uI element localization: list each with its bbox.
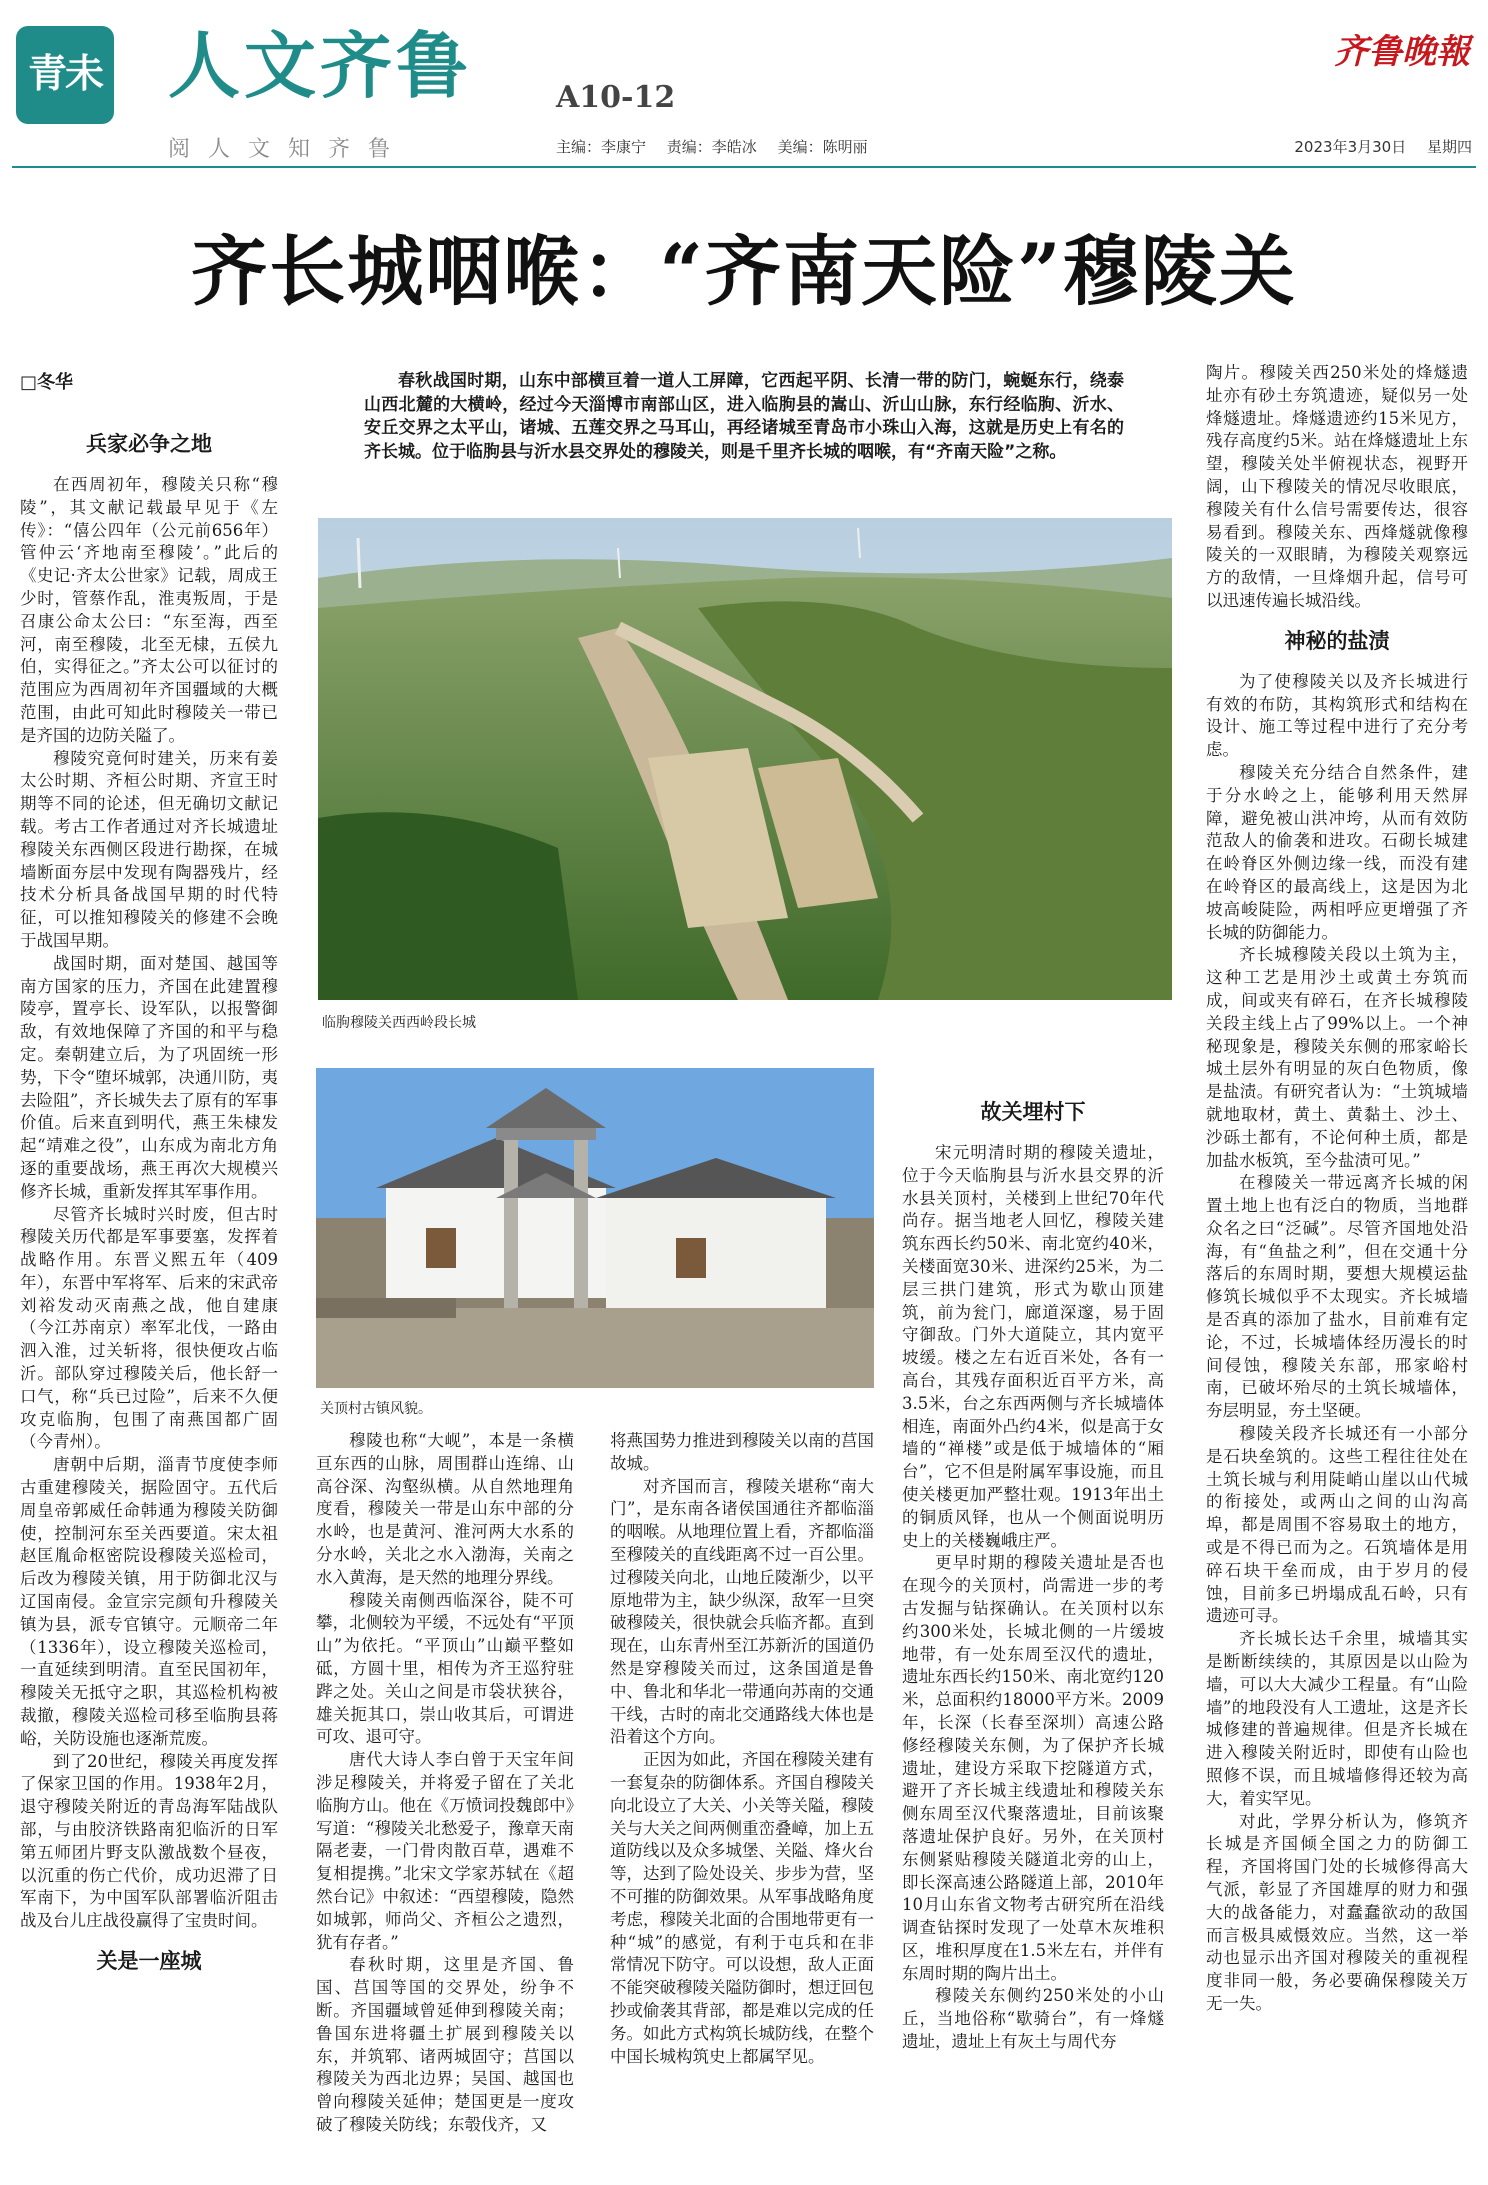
great-wall-photo [318,518,1172,1000]
paragraph: 更早时期的穆陵关遗址是否也在现今的关顶村，尚需进一步的考古发掘与钻探确认。在关顶村以东约300米处，长城北侧的一片缓坡地带，有一处东周至汉代的遗址，遗址东西长约150米、南北宽约120米，总面积约18000平方米。2009年，长深（长春至深圳）高速公路修经穆陵关东侧，为了保护齐长城遗址，建设方采取下挖隧道方式，避开了齐长城主线遗址和穆陵关东侧东周至汉代聚落遗址，目前该聚落遗址保护良好。另外，在关顶村东侧紧贴穆陵关隧道北旁的山上，即长深高速公路隧道上部，2010年10月山东省文物考古研究所在沿线调查钻探时发现了一处草木灰堆积区，堆积厚度在1.5米左右，并伴有东周时期的陶片出土。 [902,1553,1164,1983]
subheading-salt: 神秘的盐渍 [1284,628,1390,653]
staff-designer: 美编：陈明丽 [777,138,868,156]
great-wall-photo-art [318,518,1172,1000]
paragraph: 唐朝中后期，淄青节度使李师古重建穆陵关，据险固守。五代后周皇帝郭威任命韩通为穆陵关防御使，控制河东至关西要道。宋太祖赵匡胤命枢密院设穆陵关巡检司，后改为穆陵关镇，用于防御北汉与辽国南侵。金宣宗完颜旬升穆陵关镇为县，派专官镇守。元顺帝二年（1336年），设立穆陵关巡检司，一直延续到明清。直至民国初年，穆陵关无抵守之职，其巡检机构被裁撤，穆陵关巡检司移至临朐县蒋峪，关防设施也逐渐荒废。 [20,1455,278,1748]
paragraph: 尽管齐长城时兴时废，但古时穆陵关历代都是军事要塞，发挥着战略作用。东晋义熙五年（409年），东晋中军将军、后来的宋武帝刘裕发动灭南燕之战，他自建康（今江苏南京）率军北伐，一路由泗入淮，过关斩将，很快便攻占临沂。部队穿过穆陵关后，他长舒一口气，称“兵已过险”，后来不久便攻克临朐，包围了南燕国都广固（今青州）。 [20,1204,278,1452]
paragraph: 穆陵也称“大岘”，本是一条横亘东西的山脉，周围群山连绵、山高谷深、沟壑纵横。从自然地理角度看，穆陵关一带是山东中部的分水岭，也是黄河、淮河两大水系的分水岭，关北之水入渤海，关南之水入黄海，是天然的地理分界线。 [316,1431,574,1587]
paragraph: 战国时期，面对楚国、越国等南方国家的压力，齐国在此建置穆陵亭，置亭长、设军队，以报警御敌，有效地保障了齐国的和平与稳定。秦朝建立后，为了巩固统一形势，下令“堕坏城郭，决通川防，夷去险阻”，齐长城失去了原有的军事价值。后来直到明代，燕王朱棣发起“靖难之役”，山东成为南北方角逐的重要战场，燕王再次大规模兴修齐长城，重新发挥其军事作用。 [20,953,278,1201]
mid-photo-caption: 关顶村古镇风貌。 [320,1401,432,1417]
column-3 [610,1430,874,2068]
subheading-village: 故关埋村下 [980,1100,1086,1124]
paragraph: 春秋时期，这里是齐国、鲁国、莒国等国的交界处，纷争不断。齐国疆域曾延伸到穆陵关南；鲁国东进将疆土扩展到穆陵关以东，并筑郓、诸两城固守；莒国以穆陵关为西北边界；吴国、越国也曾向穆陵关延伸；楚国更是一度攻破了穆陵关防线；东彀伐齐，又 [316,1955,574,2134]
paragraph: 到了20世纪，穆陵关再度发挥了保家卫国的作用。1938年2月，退守穆陵关附近的青岛海军陆战队部，与由胶济铁路南犯临沂的日军第五师团片野支队激战数个昼夜，以沉重的伤亡代价，成功迟滞了日军南下，为中国军队部署临沂阻击战及台儿庄战役赢得了宝贵时间。 [20,1751,278,1931]
column-5 [1206,362,1468,2016]
weekday-text: 星期四 [1426,138,1472,156]
paragraph: 穆陵关南侧西临深谷，陡不可攀，北侧较为平缓，不远处有“平顶山”为依托。“平顶山”山巅平整如砥，方圆十里，相传为齐王巡狩驻跸之处。关山之间是市袋状狭谷，雄关扼其口，崇山收其后，可谓进可攻、退可守。 [316,1590,574,1747]
section-tagline: 阅人文知齐鲁 [168,137,409,162]
subheading-military: 兵家必争之地 [86,432,212,456]
page-code: A10-12 [556,80,676,115]
paragraph: 宋元明清时期的穆陵关遗址，位于今天临朐县与沂水县交界的沂水县关顶村，关楼到上世纪70年代尚存。据当地老人回忆，穆陵关建筑东西长约50米、南北宽约40米，关楼面宽30米、进深约25米，为二层三拱门建筑，形式为歇山顶建筑，前为瓮门，廊道深邃，易于固守御敌。门外大道陡立，其内宽平坡缓。楼之左右近百米处，各有一高台，其残存面积近百平方米，高3.5米，台之东西两侧与齐长城墙体相连，南面外凸约4米，似是高于女墙的“禅楼”或是低于城墙体的“厢台”，它不但是附属军事设施，而且使关楼更加严整壮观。1913年出土的铜质风铎，也从一个侧面说明历史上的关楼巍峨庄严。 [902,1143,1164,1550]
section-title: 人文齐鲁 [168,24,473,108]
article-byline: □冬华 [20,372,74,393]
column-1 [20,416,278,1991]
column-2 [316,1430,574,2137]
section-logo: 青未了 [16,26,114,124]
paragraph: 穆陵究竟何时建关，历来有姜太公时期、齐桓公时期、齐宣王时期等不同的论述，但无确切文献记载。考古工作者通过对齐长城遗址穆陵关东西侧区段进行勘探，在城墙断面夯层中发现有陶器残片，经技术分析具备战国早期的时代特征，可以推知穆陵关的修建不会晚于战国早期。 [20,748,278,950]
paragraph: 对此，学界分析认为，修筑齐长城是齐国倾全国之力的防御工程，齐国将国门处的长城修得高大气派，彰显了齐国雄厚的财力和强大的战备能力，对蠢蠢欲动的敌国而言极具威慑效应。当然，这一举动也显示出齐国对穆陵关的重视程度非同一般，务必要确保穆陵关万无一失。 [1206,1811,1468,2013]
issue-date [1278,136,1472,157]
subheading-city: 关是一座城 [96,1949,202,1973]
paragraph: 正因为如此，齐国在穆陵关建有一套复杂的防御体系。齐国自穆陵关向北设立了大关、小关等关隘，穆陵关与大关之间两侧重峦叠嶂，加上五道防线以及众多城堡、关隘、烽火台等，达到了险处设关、步步为营，坚不可摧的防御效果。从军事战略角度考虑，穆陵关北面的合围地带更有一种“城”的感觉，有利于屯兵和在非常情况下防守。可以设想，敌人正面不能突破穆陵关隘防御时，想迂回包抄或偷袭其背部，都是难以完成的任务。如此方式构筑长城防线，在整个中国长城构筑史上都属罕见。 [610,1750,874,2066]
paragraph: 对齐国而言，穆陵关堪称“南大门”，是东南各诸侯国通往齐都临淄的咽喉。从地理位置上看，齐都临淄至穆陵关的直线距离不过一百公里。过穆陵关向北，山地丘陵渐少，以平原地带为主，缺少纵深，敌军一旦突破穆陵关，很快就会兵临齐都。直到现在，山东青州至江苏新沂的国道仍然是穿穆陵关而过，这条国道是鲁中、鲁北和华北一带通向苏南的交通干线，古时的南北交通路线大体也是沿着这个方向。 [610,1476,874,1747]
paragraph: 穆陵关段齐长城还有一小部分是石块垒筑的。这些工程往往处在土筑长城与利用陡峭山崖以山代城的衔接处，或两山之间的山沟高埠，都是周围不容易取土的地方，或是不得已而为之。石筑墙体是用碎石块干垒而成，由于岁月的侵蚀，目前多已坍塌成乱石岭，只有遗迹可寻。 [1206,1424,1468,1626]
paragraph: 在西周初年，穆陵关只称“穆陵”，其文献记载最早见于《左传》：“僖公四年（公元前656年）管仲云‘齐地南至穆陵’。”此后的《史记·齐太公世家》记载，周成王少时，管蔡作乱，淮夷叛周，于是召康公命太公曰：“东至海，西至河，南至穆陵，北至无棣，五侯九伯，实得征之。”齐太公可以征讨的范围应为西周初年齐国疆域的大概范围，由此可知此时穆陵关一带已是齐国的边防关隘了。 [20,475,278,745]
village-photo-art [316,1068,874,1388]
article-lead: 春秋战国时期，山东中部横亘着一道人工屏障，它西起平阴、长清一带的防门，蜿蜒东行，绕泰山西北麓的大横岭，经过今天淄博市南部山区，进入临朐县的嵩山、沂山山脉，东行经临朐、沂水、安丘交界之太平山，诸城、五莲交界之马耳山，再经诸城至青岛市小珠山入海，这就是历史上有名的齐长城。位于临朐县与沂水县交界处的穆陵关，则是千里齐长城的咽喉，有“齐南天险”之称。 [364,371,1124,462]
village-photo [316,1068,874,1388]
newspaper-logo: 齐鲁晚報 [1334,32,1470,72]
paragraph: 齐长城长达千余里，城墙其实是断断续续的，其原因是以山险为墙，可以大大减少工程量。有“山险墙”的地段没有人工遗址，这是齐长城修建的普遍规律。但是齐长城在进入穆陵关附近时，即使有山险也照修不误，而且城墙修得还较为高大，着实罕见。 [1206,1629,1468,1808]
paragraph: 穆陵关东侧约250米处的小山丘，当地俗称“歇骑台”，有一烽燧遗址，遗址上有灰土与周代夯 [902,1986,1164,2052]
top-photo-caption: 临朐穆陵关西西岭段长城 [322,1015,476,1031]
staff-editor: 责编：李皓冰 [666,138,757,156]
paragraph: 在穆陵关一带远离齐长城的闲置土地上也有泛白的物质，当地群众名之曰“泛碱”。尽管齐国地处沿海，有“鱼盐之利”，但在交通十分落后的东周时期，要想大规模运盐修筑长城似乎不太现实。齐长城墙是否真的添加了盐水，目前难有定论，不过，长城墙体经历漫长的时间侵蚀，穆陵关东部，邢家峪村南，已破坏殆尽的土筑长城墙体，夯层明显，夯土坚硬。 [1206,1173,1468,1421]
paragraph: 齐长城穆陵关段以土筑为主，这种工艺是用沙土或黄土夯筑而成，间或夹有碎石，在齐长城穆陵关段主线上占了99%以上。一个神秘现象是，穆陵关东侧的邢家峪长城土层外有明显的灰白色物质，像是盐渍。有研究者认为：“土筑城墙就地取材，黄土、黄黏土、沙土、沙砾土都有，不论何种土质，都是加盐水板筑，至今盐渍可见。” [1206,945,1468,1170]
article-headline: 齐长城咽喉：“齐南天险”穆陵关 [191,227,1297,316]
paragraph: 为了使穆陵关以及齐长城进行有效的布防，其构筑形式和结构在设计、施工等过程中进行了充分考虑。 [1206,671,1468,760]
paragraph: 唐代大诗人李白曾于天宝年间涉足穆陵关，并将爱子留在了关北临朐方山。他在《万愤词投魏郎中》写道：“穆陵关北愁爱子，豫章天南隔老妻，一门骨肉散百草，遇难不复相提携。”北宋文学家苏轼在《超然台记》中叙述：“西望穆陵，隐然如城郭，师尚父、齐桓公之遗烈，犹有存者。” [316,1750,574,1952]
date-text: 2023年3月30日 [1294,138,1407,156]
column-4 [902,1084,1164,2054]
paragraph: 将燕国势力推进到穆陵关以南的莒国故城。 [610,1431,874,1473]
paragraph: 穆陵关充分结合自然条件，建于分水岭之上，能够利用天然屏障，避免被山洪冲垮，从而有效防范敌人的偷袭和进攻。石砌长城建在岭脊区外侧边缘一线，而没有建在岭脊区的最高线上，这是因为北坡高峻陡险，两相呼应更增强了齐长城的防御能力。 [1206,762,1468,942]
masthead-divider [12,166,1476,168]
paragraph: 陶片。穆陵关西250米处的烽燧遗址亦有砂土夯筑遗迹，疑似另一处烽燧遗址。烽燧遗迹约15米见方，残存高度约5米。站在烽燧遗址上东望，穆陵关处半俯视状态，视野开阔，山下穆陵关的情况尽收眼底，穆陵关有什么信号需要传达，很容易看到。穆陵关东、西烽燧就像穆陵关的一双眼睛，为穆陵关观察远方的敌情，一旦烽烟升起，信号可以迅速传遍长城沿线。 [1206,363,1468,610]
staff-credits [556,136,884,157]
staff-chief-editor: 主编：李康宁 [556,138,647,156]
